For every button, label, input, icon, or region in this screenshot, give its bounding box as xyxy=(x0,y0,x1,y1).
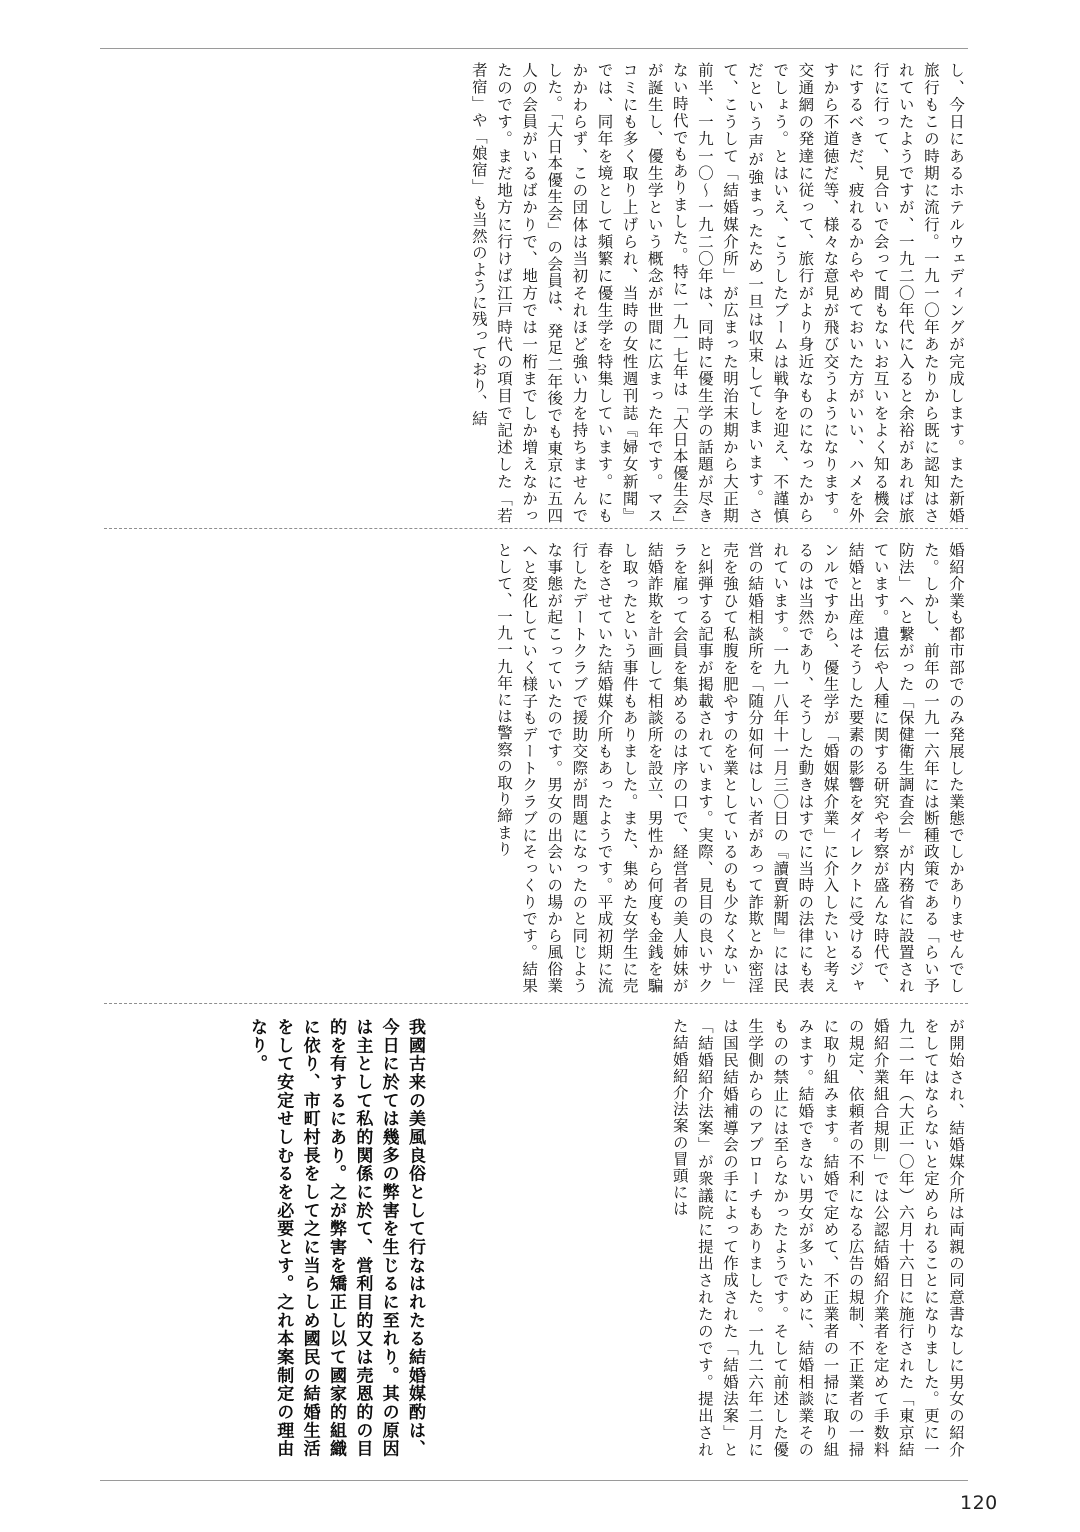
body-text-middle-band: 婚紹介業も都市部でのみ発展した業態でしかありませんでした。しかし、前年の一九一六年には断種政策である「らい予防法」へと繋がった「保健衛生調査会」が内務省に設置されています。遺伝や人種に関する研究や考察が盛んな時代で、結婚と出産はそうした要素の影響をダイレクトに受けるジャンルですから、優生学が「婚姻媒介業」に介入したいと考えるのは当然であり、そうした動きはすでに当時の法律にも表れています。一九一八年十一月三〇日の『讀賣新聞』には民営の結婚相談所を「随分如何はしい者があって詐欺とか密淫売を強ひて私腹を肥やすのを業としているのも少なくない」と糾弾する記事が掲載されています。実際、見目の良いサクラを雇って会員を集めるのは序の口で、経営者の美人姉妹が結婚詐欺を計画して相談所を設立、男性から何度も金銭を騙し取ったという事件もありました。また、集めた女学生に売春をさせていた結婚媒介所もあったようです。平成初期に流行したデートクラブで援助交際が問題になったのと同じような事態が起こっていたのです。男女の出会いの場から風俗業へと変化していく様子もデートクラブにそっくりです。結果として、一九一九年には警察の取り締まり xyxy=(495,542,965,994)
body-text-top-band: し、今日にあるホテルウェディングが完成します。また新婚旅行もこの時期に流行。一九一〇年あたりから既に認知はされていたようですが、一九二〇年代に入ると余裕があれば旅行に行って、見合いで会って間もないお互いをよく知る機会にするべきだ、疲れるからやめておいた方がいい、ハメを外すから不道徳だ等、様々な意見が飛び交うようになります。交通網の発達に従って、旅行がより身近なものになったからでしょう。とはいえ、こうしたブームは戦争を迎え、不謹慎だという声が強まったため一旦は収束してしまいます。さて、こうして「結婚媒介所」が広まった明治末期から大正期前半、一九一〇～一九二〇年は、同時に優生学の話題が尽きない時代でもありました。特に一九一七年は「大日本優生会」が誕生し、優生学という概念が世間に広まった年です。マスコミにも多く取り上げられ、当時の女性週刊誌『婦女新聞』では、同年を境として頻繁に優生学を特集しています。にもかかわらず、この団体は当初それほど強い力を持ちませんでした。「大日本優生会」の会員は、発足二年後でも東京に五四人の会員がいるばかりで、地方では一桁までしか増えなかったのです。まだ地方に行けば江戸時代の項目で記述した「若者宿」や「娘宿」も当然のように残っており、結 xyxy=(469,62,965,524)
body-text-lower-band: が開始され、結婚媒介所は両親の同意書なしに男女の紹介をしてはならないと定められることになりました。更に一九二一年（大正一〇年）六月十六日に施行された「東京結婚紹介業組合規則」では公認結婚紹介業者を定めて手数料の規定、依頼者の不利になる広告の規制、不正業者の一掃に取り組みます。結婚で定めて、不正業者の一掃に取り組みます。結婚できない男女が多いために、結婚相談業そのものの禁止には至らなかったようです。そして前述した優生学側からのアプローチもありました。一九二六年二月には国民結婚補導会の手によって作成された「結婚法案」と「結婚紹介法案」が衆議院に提出されたのです。提出された結婚紹介法案の冒頭には xyxy=(670,1018,965,1458)
dashed-separator-1 xyxy=(104,528,968,529)
page-number: 120 xyxy=(960,1492,998,1514)
top-rule xyxy=(100,48,968,49)
dashed-separator-2 xyxy=(104,1003,968,1004)
bottom-rule xyxy=(100,1480,968,1481)
quoted-bill-text: 我國古来の美風良俗として行なはれたる結婚媒酌は、今日に於ては幾多の弊害を生じるに至れり。其の原因は主として私的関係に於て、営利目的又は売恩的の目的を有するにあり。之が弊害を矯正し以て國家的組織に依り、市町村長をして之に当らしめ國民の結婚生活をして安定せしむるを必要とす。之れ本案制定の理由なり。 xyxy=(246,1018,425,1458)
